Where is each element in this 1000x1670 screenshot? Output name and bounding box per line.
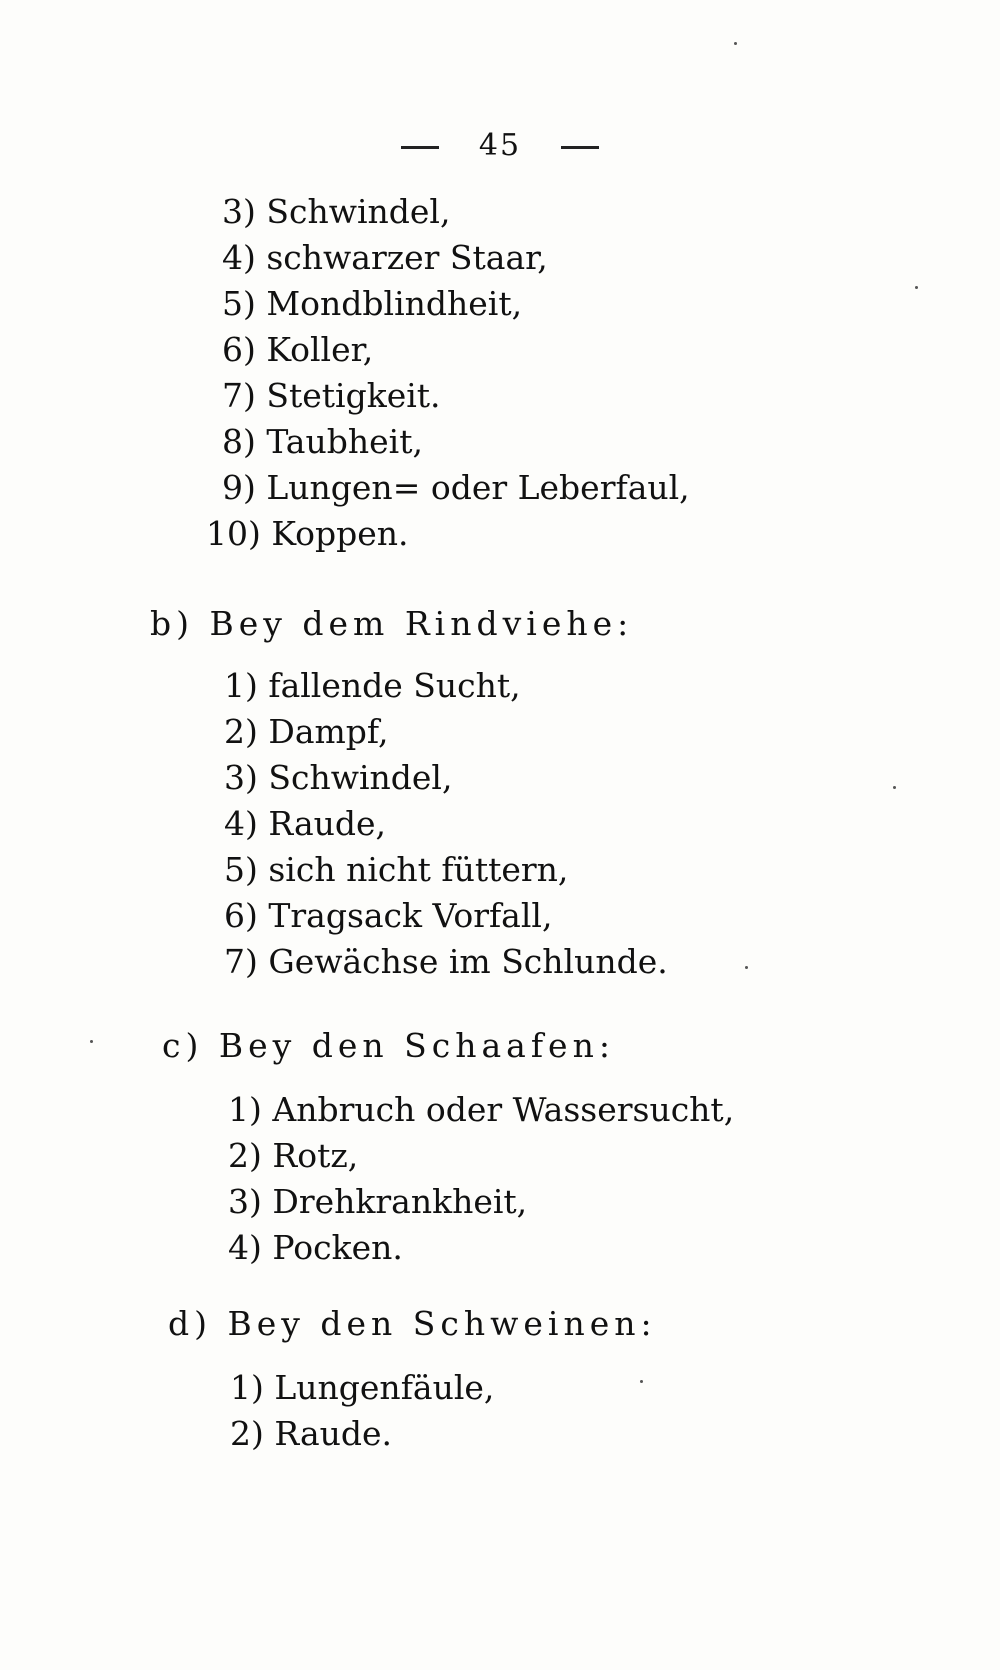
section-heading-schaafe: c) Bey den Schaafen:: [162, 1026, 615, 1065]
list-item: 2) Raude.: [230, 1414, 393, 1453]
list-item: 3) Schwindel,: [224, 758, 453, 797]
list-item: 7) Gewächse im Schlunde.: [224, 942, 668, 981]
page-number: 45: [478, 128, 522, 163]
section-heading-rindvieh: b) Bey dem Rindviehe:: [150, 604, 634, 643]
header-dash-right: [561, 146, 599, 149]
list-item: 9) Lungen= oder Leberfaul,: [222, 468, 690, 507]
list-item: 10) Koppen.: [206, 514, 409, 553]
header-dash-left: [401, 146, 439, 149]
list-item: 2) Rotz,: [228, 1136, 359, 1175]
scan-speck: [640, 1380, 643, 1383]
scan-speck: [915, 286, 918, 289]
list-item: 6) Koller,: [222, 330, 374, 369]
list-item: 2) Dampf,: [224, 712, 389, 751]
list-item: 3) Drehkrankheit,: [228, 1182, 528, 1221]
section-heading-schweine: d) Bey den Schweinen:: [168, 1304, 657, 1343]
list-item: 5) sich nicht füttern,: [224, 850, 569, 889]
list-item: 4) Raude,: [224, 804, 387, 843]
list-item: 1) fallende Sucht,: [224, 666, 521, 705]
scan-speck: [90, 1040, 93, 1043]
list-item: 8) Taubheit,: [222, 422, 423, 461]
list-item: 6) Tragsack Vorfall,: [224, 896, 553, 935]
list-item: 4) Pocken.: [228, 1228, 403, 1267]
list-item: 4) schwarzer Staar,: [222, 238, 548, 277]
scan-speck: [734, 42, 737, 45]
scan-speck: [745, 966, 748, 969]
list-item: 1) Lungenfäule,: [230, 1368, 495, 1407]
list-item: 1) Anbruch oder Wassersucht,: [228, 1090, 735, 1129]
list-item: 5) Mondblindheit,: [222, 284, 523, 323]
list-item: 3) Schwindel,: [222, 192, 451, 231]
list-item: 7) Stetigkeit.: [222, 376, 441, 415]
scan-speck: [893, 786, 896, 789]
page-header: [0, 128, 1000, 163]
